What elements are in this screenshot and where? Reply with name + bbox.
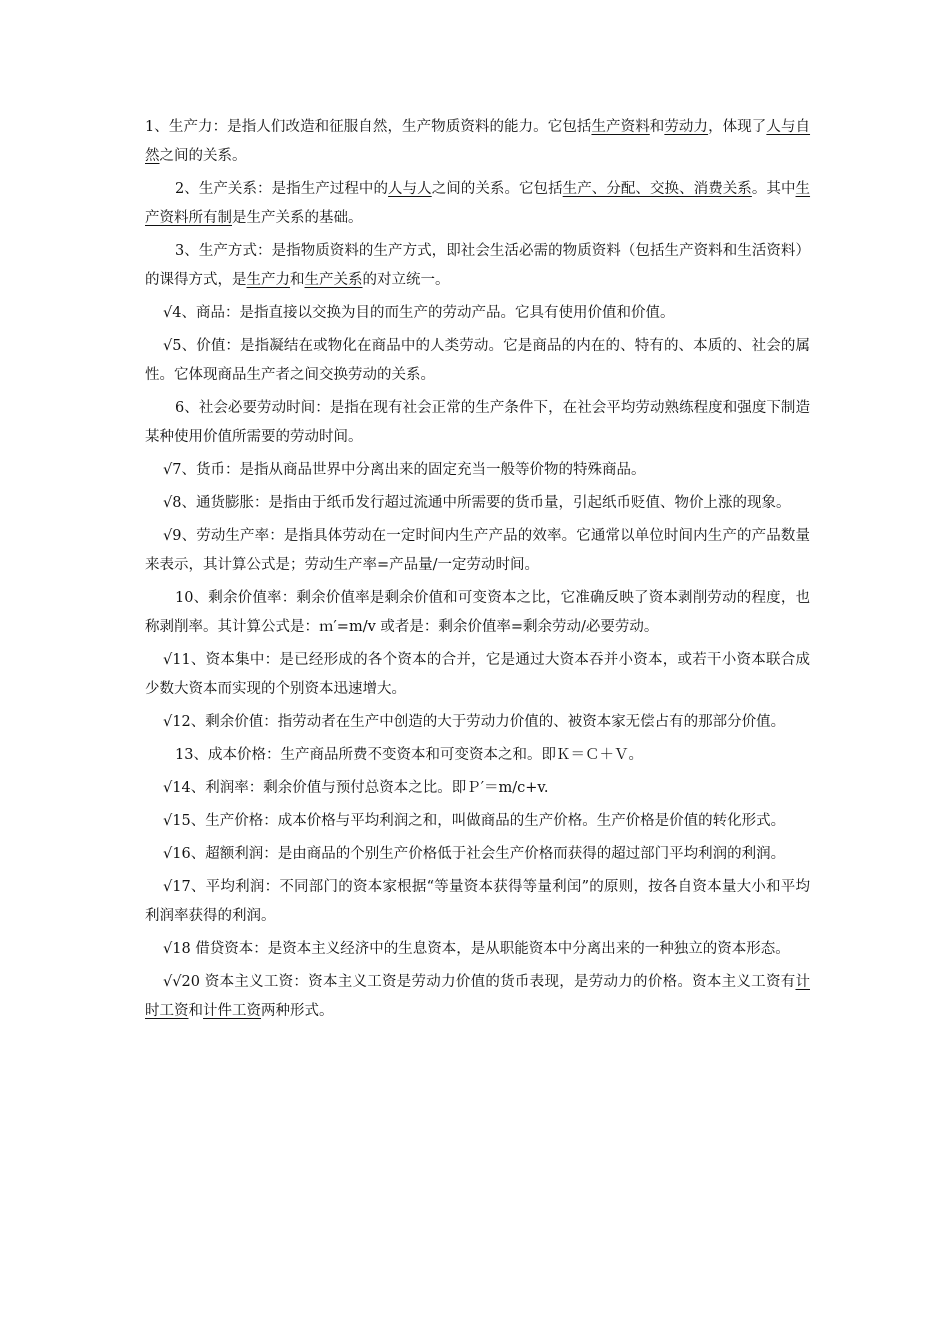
definition-entry [145, 840, 810, 869]
definitions-list [145, 113, 810, 1030]
text-segment: √18 借贷资本：是资本主义经济中的生息资本，是从职能资本中分离出来的一种独立的资本形态。 [163, 941, 790, 957]
definition-entry [145, 935, 810, 964]
text-segment: √√20 资本主义工资：资本主义工资是劳动力价值的货币表现，是劳动力的价格。资本主义工资有 [163, 974, 796, 990]
text-segment: √11、资本集中：是已经形成的各个资本的合并，它是通过大资本吞并小资本，或若干小资本联合成少数大资本而实现的个别资本迅速增大。 [145, 652, 810, 697]
definition-entry [145, 175, 810, 233]
definition-entry [145, 708, 810, 737]
text-segment: √7、货币：是指从商品世界中分离出来的固定充当一般等价物的特殊商品。 [163, 462, 646, 478]
text-segment: √14、利润率：剩余价值与预付总资本之比。即Ｐ′＝m/c+v. [163, 780, 549, 796]
text-segment: 之间的关系。 [159, 148, 247, 164]
text-segment: 是生产关系的基础。 [232, 210, 363, 226]
text-segment: √4、商品：是指直接以交换为目的而生产的劳动产品。它具有使用价值和价值。 [163, 305, 675, 321]
text-segment: ，体现了 [708, 119, 767, 135]
definition-entry [145, 332, 810, 390]
underlined-term: 生产资料所有制 [145, 181, 811, 226]
text-segment: 的对立统一。 [362, 272, 450, 288]
text-segment: 3、生产方式：是指物质资料的生产方式，即社会生活必需的物质资料（包括生产资料和生活资料）的课得方式，是 [145, 243, 810, 288]
text-segment: 两种形式。 [261, 1003, 334, 1019]
text-segment: √16、超额利润：是由商品的个别生产价格低于社会生产价格而获得的超过部门平均利润的利润。 [163, 846, 786, 862]
definition-entry [145, 873, 810, 931]
definition-entry [145, 299, 810, 328]
text-segment: 6、社会必要劳动时间：是指在现有社会正常的生产条件下，在社会平均劳动熟练程度和强度下制造某种使用价值所需要的劳动时间。 [145, 400, 810, 445]
definition-entry [145, 584, 810, 642]
text-segment: √8、通货膨胀：是指由于纸币发行超过流通中所需要的货币量，引起纸币贬值、物价上涨的现象。 [163, 495, 791, 511]
underlined-term: 生产关系 [304, 272, 363, 288]
text-segment: 和 [290, 272, 305, 288]
text-segment: 1、生产力：是指人们改造和征服自然，生产物质资料的能力。它包括 [145, 119, 592, 135]
text-segment: 和 [188, 1003, 203, 1019]
text-segment: √15、生产价格：成本价格与平均利润之和，叫做商品的生产价格。生产价格是价值的转化形式。 [163, 813, 786, 829]
text-segment: 10、剩余价值率：剩余价值率是剩余价值和可变资本之比，它准确反映了资本剥削劳动的程度，也称剥削率。其计算公式是：ｍ′=m/v 或者是：剩余价值率=剩余劳动/必要劳动。 [145, 590, 810, 635]
definition-entry [145, 237, 810, 295]
text-segment: 和 [649, 119, 665, 135]
definition-entry [145, 774, 810, 803]
underlined-term: 计件工资 [203, 1003, 261, 1019]
definition-entry [145, 807, 810, 836]
underlined-term: 劳动力 [664, 119, 709, 135]
definition-entry [145, 456, 810, 485]
text-segment: √12、剩余价值：指劳动者在生产中创造的大于劳动力价值的、被资本家无偿占有的那部分价值。 [163, 714, 786, 730]
text-segment: 之间的关系。它包括 [431, 181, 563, 197]
definition-entry [145, 741, 810, 770]
text-segment: √17、平均利润：不同部门的资本家根据“等量资本获得等量利闰”的原则，按各自资本量大小和平均利润率获得的利润。 [145, 879, 810, 924]
definition-entry [145, 394, 810, 452]
definition-entry [145, 968, 810, 1026]
text-segment: 13、成本价格：生产商品所费不变资本和可变资本之和。即Ｋ＝Ｃ＋Ｖ。 [175, 747, 643, 763]
definition-entry [145, 522, 810, 580]
underlined-term: 生产、分配、交换、消费关系 [562, 181, 752, 197]
text-segment: √9、劳动生产率：是指具体劳动在一定时间内生产产品的效率。它通常以单位时间内生产的产品数量来表示，其计算公式是；劳动生产率=产品量/一定劳动时间。 [145, 528, 810, 573]
underlined-term: 计时工资 [145, 974, 810, 1019]
text-segment: 2、生产关系：是指生产过程中的 [175, 181, 389, 197]
underlined-term: 人与人 [388, 181, 432, 197]
underlined-term: 生产力 [246, 272, 290, 288]
text-segment: 。其中 [751, 181, 796, 197]
definition-entry [145, 113, 810, 171]
underlined-term: 生产资料 [591, 119, 650, 135]
underlined-term: 人与自然 [145, 119, 811, 164]
definition-entry [145, 646, 810, 704]
text-segment: √5、价值：是指凝结在或物化在商品中的人类劳动。它是商品的内在的、特有的、本质的、社会的属性。它体现商品生产者之间交换劳动的关系。 [145, 338, 810, 383]
definition-entry [145, 489, 810, 518]
